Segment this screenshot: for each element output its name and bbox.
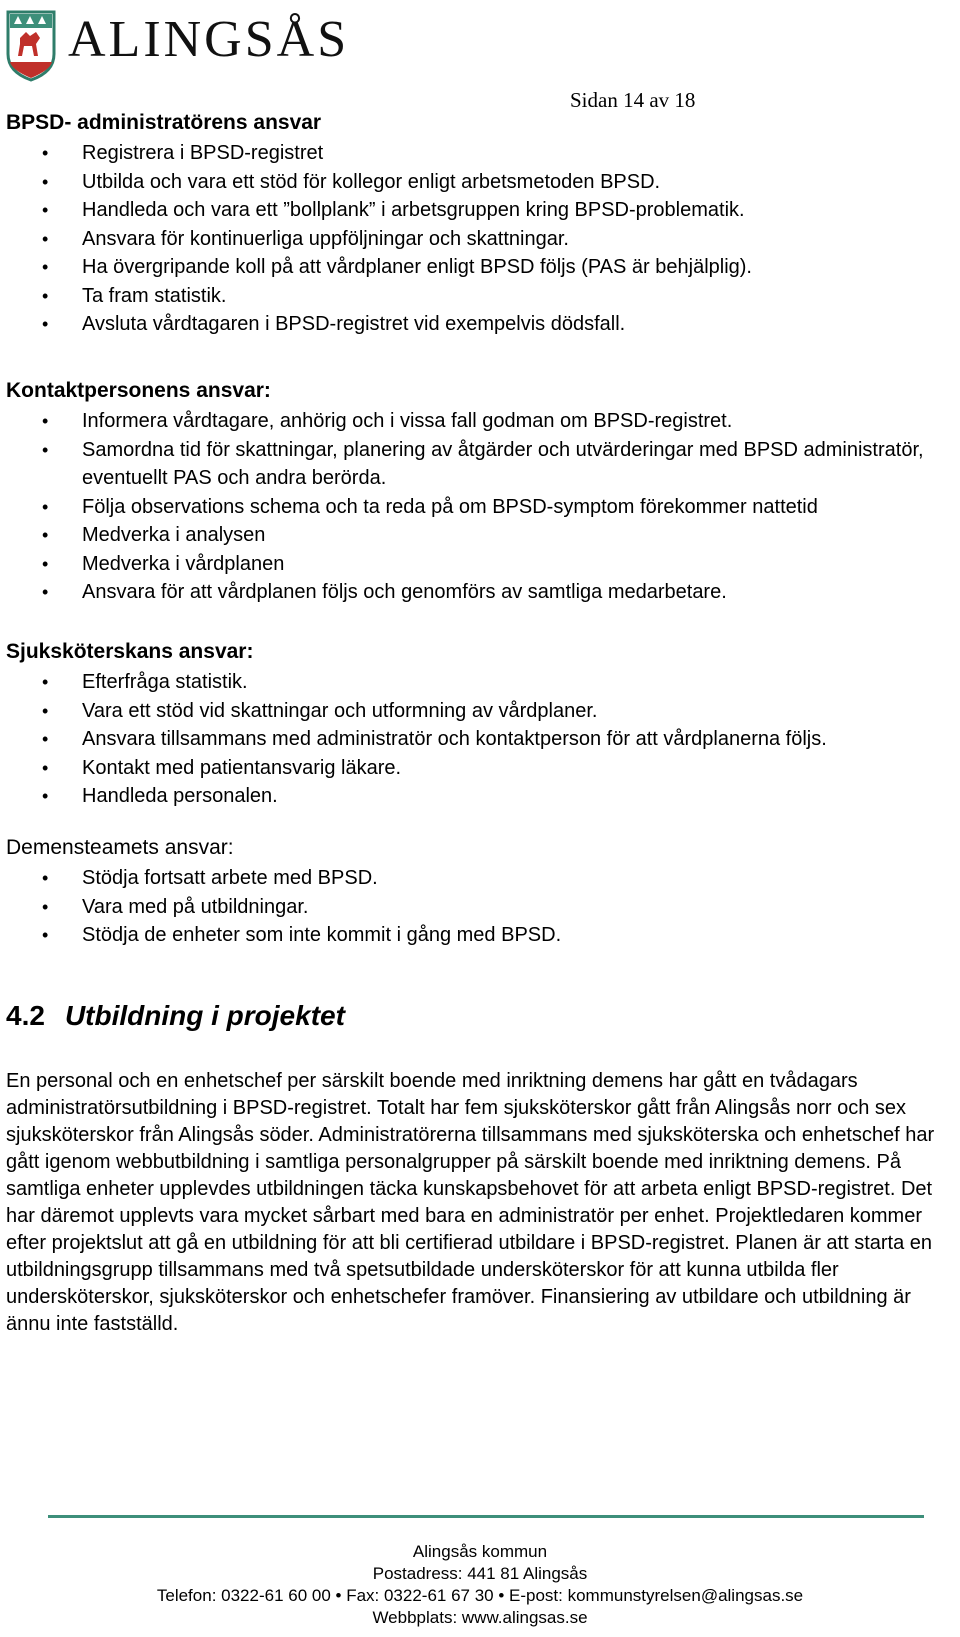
section-heading-administrator: BPSD- administratörens ansvar: [6, 111, 322, 134]
section-heading-contact-person: Kontaktpersonens ansvar:: [6, 379, 271, 402]
page-footer: [0, 1541, 960, 1629]
list-item: • Följa observations schema och ta reda på om BPSD-symptom förekommer nattetid: [0, 493, 930, 522]
footer-org: Alingsås kommun: [412, 1542, 548, 1561]
bullet-list-nurse: [0, 668, 930, 811]
footer-contact: Telefon: 0322-61 60 00 • Fax: 0322-61 67 30 • E-post: kommunstyrelsen@alingsas.se: [156, 1586, 804, 1605]
footer-address: Postadress: 441 81 Alingsås: [372, 1564, 588, 1583]
list-item: • Medverka i vårdplanen: [0, 550, 930, 579]
list-item: • Avsluta vårdtagaren i BPSD-registret vid exempelvis dödsfall.: [0, 310, 930, 339]
coat-of-arms-icon: [4, 8, 58, 82]
list-item: • Registrera i BPSD-registret: [0, 139, 930, 168]
list-item: • Ansvara för att vårdplanen följs och genomförs av samtliga medarbetare.: [0, 578, 930, 607]
section-heading-dementia-team: Demensteamets ansvar:: [6, 836, 234, 859]
footer-divider: [48, 1515, 924, 1518]
body-paragraph: En personal och en enhetschef per särskilt boende med inriktning demens har gått en tvådagars administratörsutbildning i BPSD-registret. Totalt har fem sjuksköterskor gått från Alingsås norr och sex sjuksköterskor från Alingsås söder. Administratörerna tillsammans med sjuksköterska och enhetschef har gått igenom webbutbildning i samtliga personalgrupper på särskilt boende med inriktning demens. På samtliga enheter upplevdes utbildningen täcka kunskapsbehovet för att arbeta enligt BPSD-registret. Det har däremot upplevts vara mycket sårbart med bara en administratör per enhet. Projektledaren kommer efter projektslut att gå en utbildning för att bli certifierad utbildare i BPSD-registret. Planen är att starta en utbildningsgrupp tillsammans med två spetsutbildade undersköterskor för att kunna utbilda fler undersköterskor, sjuksköterskor och enhetschefer framöver. Finansiering av utbildare och utbildning är ännu inte fastställd.: [6, 1070, 935, 1335]
list-item: • Stödja de enheter som inte kommit i gång med BPSD.: [0, 921, 930, 950]
list-item: • Ansvara för kontinuerliga uppföljningar och skattningar.: [0, 225, 930, 254]
list-item: • Ansvara tillsammans med administratör och kontaktperson för att vårdplanerna följs.: [0, 725, 930, 754]
list-item: • Samordna tid för skattningar, planering av åtgärder och utvärderingar med BPSD administratör, eventuellt PAS och andra berörda.: [0, 436, 930, 493]
list-item: • Ha övergripande koll på att vårdplaner enligt BPSD följs (PAS är behjälplig).: [0, 253, 930, 282]
logo-wordmark: ALINGSÅS: [68, 11, 350, 68]
section-heading-nurse: Sjuksköterskans ansvar:: [6, 640, 254, 663]
list-item: • Stödja fortsatt arbete med BPSD.: [0, 864, 930, 893]
list-item: • Handleda personalen.: [0, 782, 930, 811]
list-item: • Utbilda och vara ett stöd för kollegor enligt arbetsmetoden BPSD.: [0, 168, 930, 197]
list-item: • Kontakt med patientansvarig läkare.: [0, 754, 930, 783]
bullet-list-dementia-team: [0, 864, 930, 950]
list-item: • Efterfråga statistik.: [0, 668, 930, 697]
list-item: • Vara ett stöd vid skattningar och utformning av vårdplaner.: [0, 697, 930, 726]
section-title-text: Utbildning i projektet: [64, 1000, 345, 1031]
page-number: Sidan 14 av 18: [570, 88, 696, 112]
section-title-4-2: [6, 1000, 345, 1032]
footer-website: Webbplats: www.alingsas.se: [372, 1608, 588, 1627]
list-item: • Informera vårdtagare, anhörig och i vissa fall godman om BPSD-registret.: [0, 407, 930, 436]
list-item: • Vara med på utbildningar.: [0, 893, 930, 922]
list-item: • Ta fram statistik.: [0, 282, 930, 311]
list-item: • Handleda och vara ett ”bollplank” i arbetsgruppen kring BPSD-problematik.: [0, 196, 930, 225]
list-item: • Medverka i analysen: [0, 521, 930, 550]
municipality-logo: [4, 6, 364, 84]
section-number: 4.2: [6, 1000, 45, 1031]
bullet-list-contact-person: [0, 407, 930, 607]
bullet-list-administrator: [0, 139, 930, 339]
